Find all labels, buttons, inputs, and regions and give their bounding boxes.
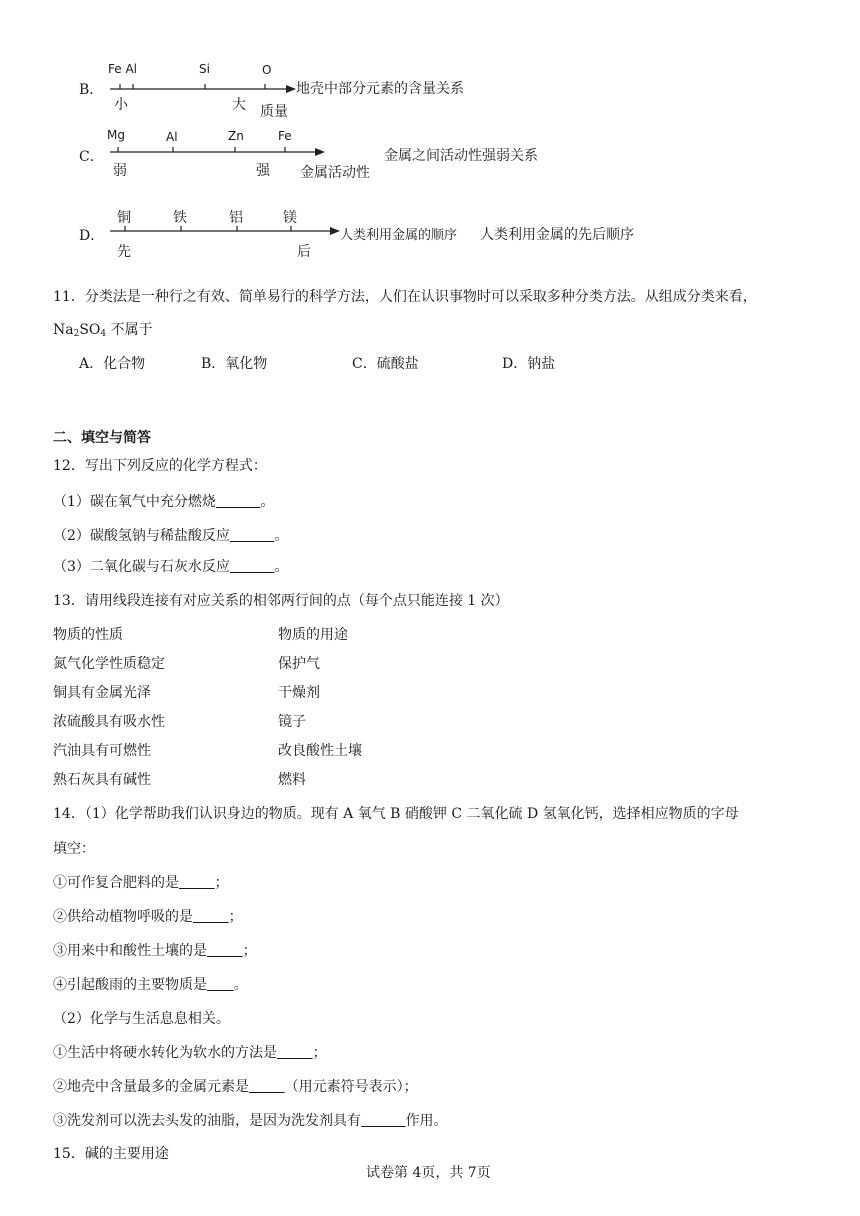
option-d-label-2: 铁 [173, 210, 187, 226]
q11-option-a: A．化合物 [79, 356, 146, 372]
q11-option-d: D．钠盐 [502, 356, 556, 372]
option-c-bottom-right: 强 [256, 163, 270, 179]
q14-part2-item-1: ①生活中将硬水转化为软水的方法是 ； [53, 1045, 327, 1061]
option-b-bottom-right: 大 [232, 97, 246, 113]
q13-right-0: 物质的用途 [278, 627, 348, 643]
q12-item-2: （2）碳酸氢钠与稀盐酸反应 。 [53, 528, 289, 544]
q13-right-5: 燃料 [278, 772, 306, 788]
option-d-label-4: 镁 [283, 210, 297, 226]
option-c-letter: C． [79, 149, 104, 165]
q13-right-3: 镜子 [278, 714, 306, 730]
option-c-label-4: Fe [278, 129, 292, 143]
option-c-label-3: Zn [228, 129, 244, 143]
q14-part2-item-3: ③洗发剂可以洗去头发的油脂，是因为洗发剂具有 作用。 [53, 1113, 448, 1129]
section-title: 二、填空与简答 [53, 430, 151, 446]
option-b-axis [110, 82, 300, 96]
q13-left-0: 物质的性质 [53, 627, 123, 643]
q13-left-1: 氮气化学性质稳定 [53, 656, 165, 672]
option-c-bottom-left: 弱 [113, 163, 127, 179]
q13-left-2: 铜具有金属光泽 [53, 685, 151, 701]
q11-option-c: C．硫酸盐 [352, 356, 419, 372]
page-footer: 试卷第 4页，共 7页 [366, 1165, 491, 1181]
option-d-bottom-left: 先 [117, 244, 131, 260]
q13-left-4: 汽油具有可燃性 [53, 743, 151, 759]
option-c-description: 金属之间活动性强弱关系 [384, 148, 538, 164]
option-b-description: 地壳中部分元素的含量关系 [296, 81, 464, 97]
q13-right-4: 改良酸性土壤 [278, 743, 362, 759]
q15-title: 15．碱的主要用途 [53, 1146, 169, 1162]
option-c-axis-label: 金属活动性 [300, 165, 370, 181]
q14-line1: 14．（1）化学帮助我们认识身边的物质。现有 A 氧气 B 硝酸钾 C 二氧化硫 D 氢氧化钙，选择相应物质的字母 [53, 806, 739, 822]
q11-option-b: B．氧化物 [201, 356, 268, 372]
q13-right-2: 干燥剂 [278, 685, 320, 701]
q12-item-1: （1）碳在氧气中充分燃烧 。 [53, 494, 275, 510]
option-d-description: 人类利用金属的先后顺序 [480, 227, 634, 243]
option-b-label-3: O [262, 63, 272, 77]
q11-line2: $Na_2SO_4$ 不属于 [53, 322, 153, 339]
q13-title: 13．请用线段连接有对应关系的相邻两行间的点（每个点只能连接 1 次） [53, 593, 509, 609]
q14-item-4: ④引起酸雨的主要物质是 。 [53, 977, 248, 993]
q11-line1: 11．分类法是一种行之有效、简单易行的科学方法，人们在认识事物时可以采取多种分类方法。从组成分类来看， [53, 289, 757, 305]
q14-item-1: ①可作复合肥料的是 ； [53, 875, 229, 891]
q13-left-5: 熟石灰具有碱性 [53, 772, 151, 788]
option-d-label-3: 铝 [229, 210, 243, 226]
option-d-letter: D． [79, 228, 105, 244]
option-b-label-2: Si [199, 62, 210, 76]
option-b-label-1: Fe Al [108, 62, 137, 76]
option-b-axis-label: 质量 [260, 104, 288, 120]
q14-part2-title: （2）化学与生活息息相关。 [53, 1011, 230, 1027]
q14-line2: 填空： [53, 841, 95, 857]
option-c-label-1: Mg [107, 128, 125, 142]
q14-item-3: ③用来中和酸性土壤的是 ； [53, 943, 257, 959]
option-b-letter: B． [79, 82, 104, 98]
q14-item-2: ②供给动植物呼吸的是 ； [53, 909, 243, 925]
option-c-axis [110, 145, 330, 159]
q13-left-3: 浓硫酸具有吸水性 [53, 714, 165, 730]
option-b-bottom-left: 小 [114, 97, 128, 113]
q14-part2-item-2: ②地壳中含量最多的金属元素是 （用元素符号表示）； [53, 1079, 418, 1095]
q12-title: 12．写出下列反应的化学方程式： [53, 458, 267, 474]
q13-right-1: 保护气 [278, 656, 320, 672]
option-c-label-2: Al [166, 130, 178, 144]
option-d-axis [110, 224, 345, 238]
option-d-label-1: 铜 [117, 210, 131, 226]
q12-item-3: （3）二氧化碳与石灰水反应 。 [53, 559, 289, 575]
option-d-bottom-right: 后 [297, 244, 311, 260]
option-d-axis-label: 人类利用金属的顺序 [340, 228, 458, 243]
